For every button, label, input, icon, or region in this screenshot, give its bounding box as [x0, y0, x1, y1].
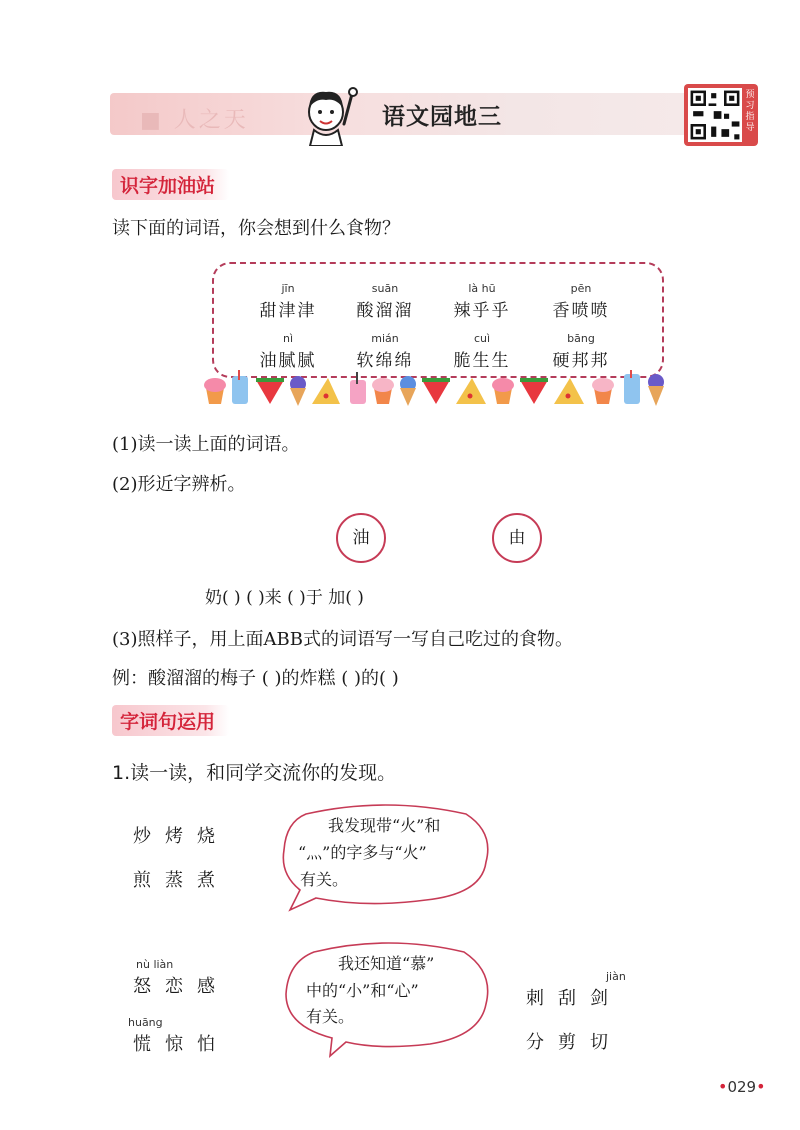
drink-cup-icon: [624, 370, 640, 404]
cupcake-icon: [592, 378, 614, 404]
bubble1-line3: 有关。: [300, 870, 349, 889]
question-1: (1)读一读上面的词语。: [112, 434, 300, 455]
header-ghost-text: ■ 人之天: [140, 108, 249, 133]
example-line[interactable]: 例：酸溜溜的梅子 ( )的炸糕 ( )的( ): [112, 668, 399, 689]
cupcake-icon: [492, 378, 514, 404]
section-tag-literacy: 识字加油站: [112, 169, 229, 200]
question-2: (2)形近字辨析。: [112, 474, 246, 495]
circle-char-you: 油: [336, 513, 386, 563]
char-group-fire-row2: 煎蒸煮: [133, 870, 229, 891]
cupcake-icon: [204, 378, 226, 404]
qr-code-badge[interactable]: [684, 84, 758, 146]
word-item: suān 酸溜溜: [356, 282, 414, 321]
cupcake-icon: [372, 378, 394, 404]
bubble1-line2: “灬”的字多与“火”: [298, 843, 427, 862]
pizza-icon: [456, 378, 486, 404]
pizza-icon: [554, 378, 584, 404]
word-item: pēn 香喷喷: [552, 282, 610, 321]
bubble1-line1: 我发现带“火”和: [328, 816, 441, 835]
ice-cream-icon: [648, 374, 664, 406]
word-item: cuì 脆生生: [453, 332, 511, 371]
char-group-knife-row2: 分剪切: [526, 1032, 622, 1053]
food-decoration-icons: [200, 370, 670, 410]
word-item: jīn 甜津津: [259, 282, 317, 321]
word-item: nì 油腻腻: [259, 332, 317, 371]
pinyin-group3-row1: jiàn: [606, 970, 626, 983]
section-tag-usage: 字词句运用: [112, 705, 229, 736]
question-3: (3)照样子，用上面ABB式的词语写一写自己吃过的食物。: [112, 629, 573, 650]
circle-char-yóu: 由: [492, 513, 542, 563]
bubble2-line3: 有关。: [306, 1007, 355, 1026]
drink-cup-icon: [232, 370, 248, 404]
drink-cup-icon: [350, 372, 366, 404]
char-group-knife-row1: 刺刮剑: [526, 988, 622, 1009]
page-title: 语文园地三: [382, 103, 502, 130]
pinyin-group2-row1: nù liàn: [136, 958, 174, 971]
page-number: •029•: [718, 1077, 766, 1096]
instruction-text: 读下面的词语，你会想到什么食物？: [112, 218, 400, 239]
watermelon-icon: [422, 380, 450, 404]
char-group-fire-row1: 炒烤烧: [133, 826, 229, 847]
pizza-icon: [312, 378, 340, 404]
ice-cream-icon: [290, 376, 306, 406]
ice-cream-icon: [400, 376, 416, 406]
pinyin-group2-row2: huāng: [128, 1016, 163, 1029]
word-item: mián 软绵绵: [356, 332, 414, 371]
watermelon-icon: [520, 380, 548, 404]
char-group-heart-row2: 慌惊怕: [133, 1034, 229, 1055]
word-item: là hū 辣乎乎: [453, 282, 511, 321]
bubble2-line1: 我还知道“慕”: [338, 954, 435, 973]
watermelon-icon: [256, 380, 284, 404]
word-item: bāng 硬邦邦: [552, 332, 610, 371]
char-group-heart-row1: 怒恋感: [133, 976, 229, 997]
qr-label: 预习指导: [745, 90, 755, 133]
mascot-boy-icon: [296, 84, 368, 146]
question-s2-1: 1.读一读，和同学交流你的发现。: [112, 762, 397, 784]
qr-code-icon: [688, 88, 742, 142]
fill-blank-row[interactable]: 奶( ) ( )来 ( )于 加( ): [205, 588, 364, 608]
bubble2-line2: 中的“小”和“心”: [306, 981, 419, 1000]
